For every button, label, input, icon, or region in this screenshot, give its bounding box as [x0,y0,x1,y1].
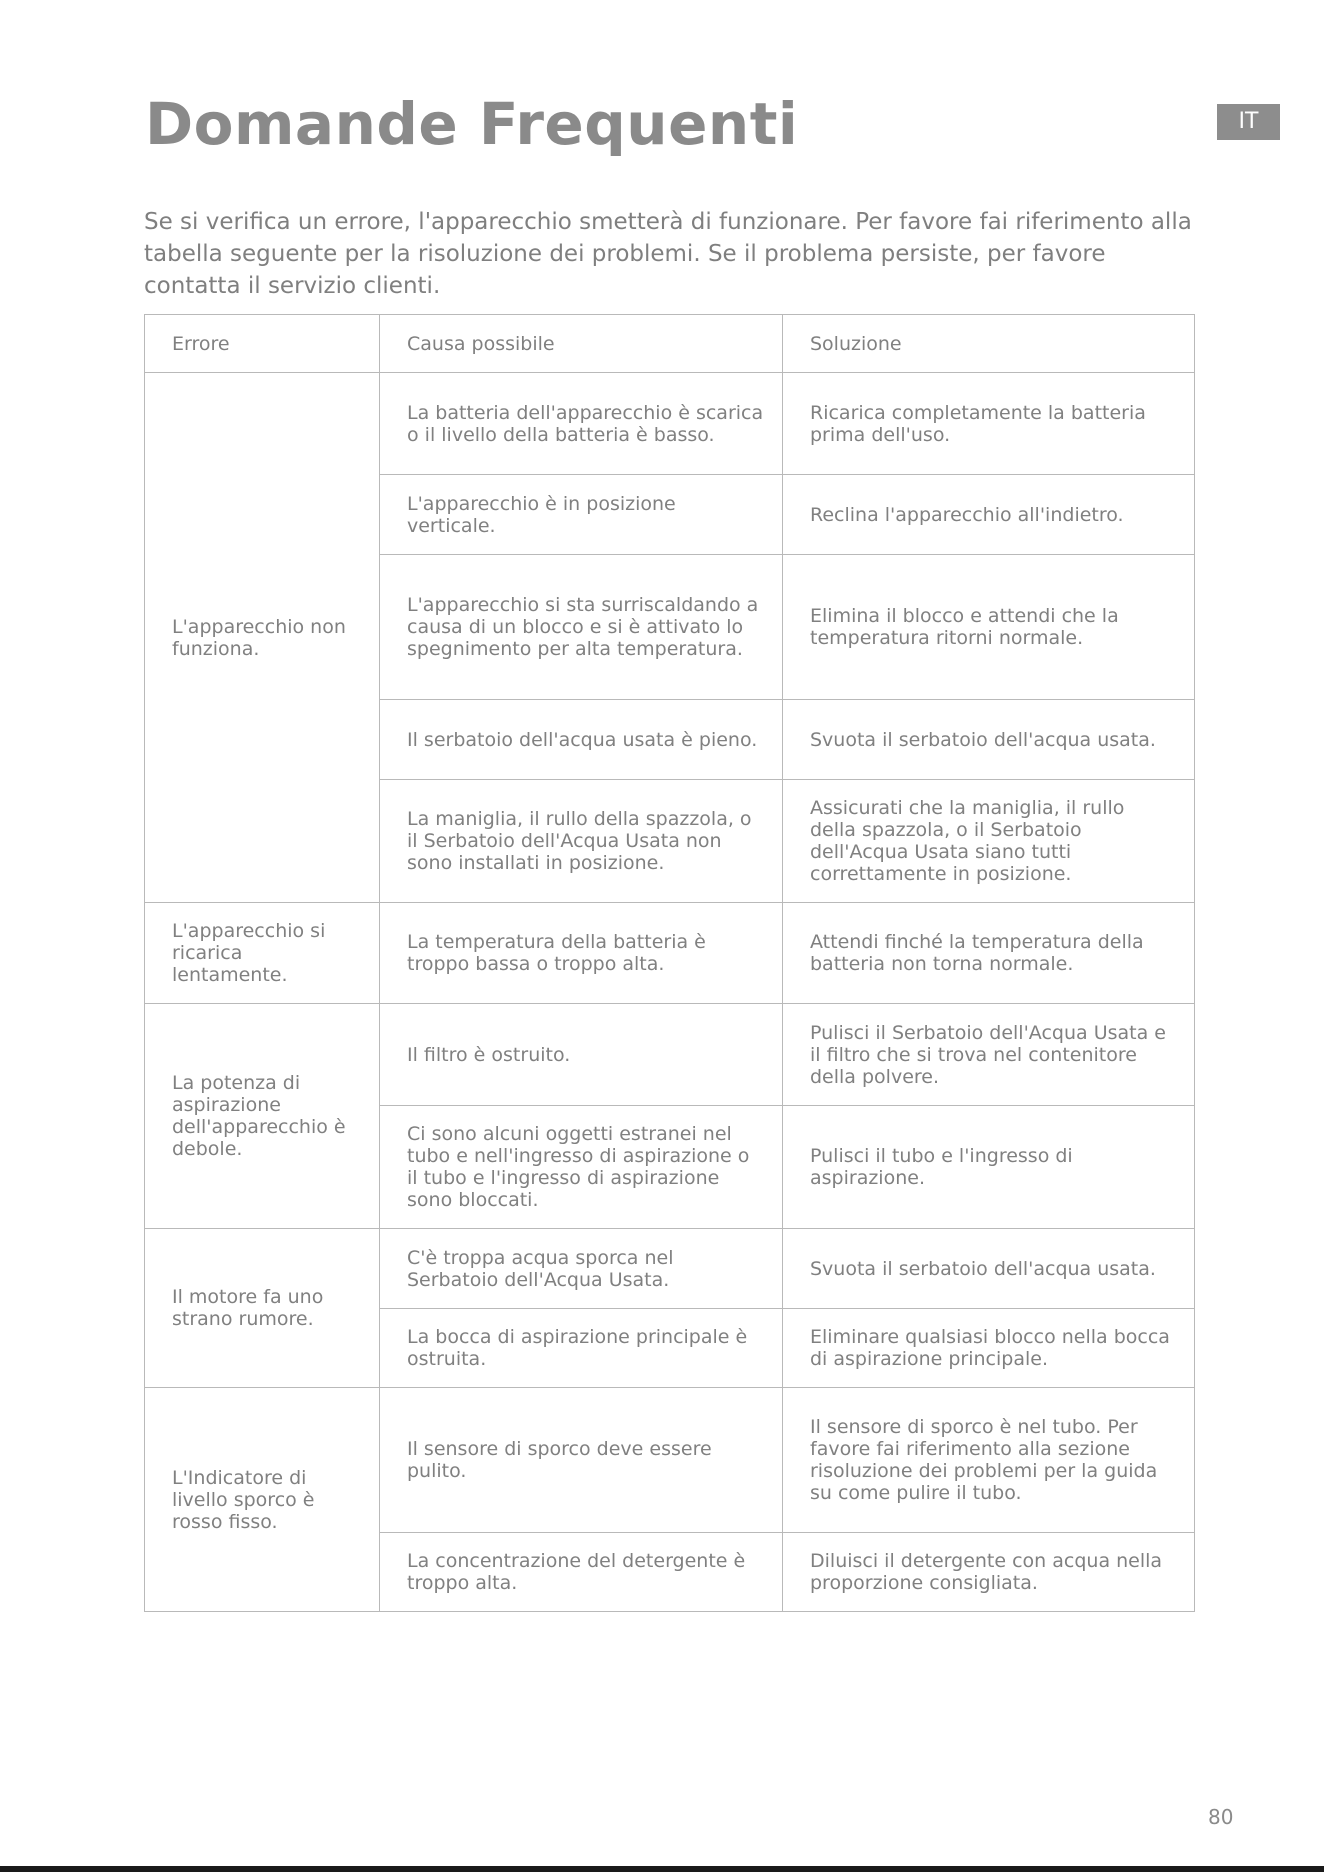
cause-cell: La maniglia, il rullo della spazzola, o il Serbatoio dell'Acqua Usata non sono installati in posizione. [380,780,783,903]
error-cell: L'apparecchio si ricarica lentamente. [145,903,380,1004]
solution-cell: Attendi finché la temperatura della batteria non torna normale. [783,903,1195,1004]
cause-cell: Ci sono alcuni oggetti estranei nel tubo e nell'ingresso di aspirazione o il tubo e l'ingresso di aspirazione sono bloccati. [380,1106,783,1229]
table-row [145,1388,1195,1533]
solution-cell: Svuota il serbatoio dell'acqua usata. [783,700,1195,780]
footer-bar [0,1866,1324,1872]
cause-cell: Il filtro è ostruito. [380,1004,783,1106]
intro-paragraph: Se si verifica un errore, l'apparecchio smetterà di funzionare. Per favore fai riferimento alla tabella seguente per la risoluzione dei problemi. Se il problema persiste, per favore contatta il servizio clienti. [144,209,1192,299]
table-row [145,1229,1195,1309]
header-error: Errore [145,315,380,373]
cause-cell: Il sensore di sporco deve essere pulito. [380,1388,783,1533]
cause-cell: La bocca di aspirazione principale è ostruita. [380,1309,783,1388]
error-cell: L'Indicatore di livello sporco è rosso fisso. [145,1388,380,1612]
error-cell: L'apparecchio non funziona. [145,373,380,903]
cause-cell: C'è troppa acqua sporca nel Serbatoio dell'Acqua Usata. [380,1229,783,1309]
solution-cell: Ricarica completamente la batteria prima dell'uso. [783,373,1195,475]
header-solution: Soluzione [783,315,1195,373]
cause-cell: Il serbatoio dell'acqua usata è pieno. [380,700,783,780]
table-row [145,903,1195,1004]
error-cell: Il motore fa uno strano rumore. [145,1229,380,1388]
solution-cell: Diluisci il detergente con acqua nella proporzione consigliata. [783,1533,1195,1612]
error-cell: La potenza di aspirazione dell'apparecchio è debole. [145,1004,380,1229]
cause-cell: L'apparecchio è in posizione verticale. [380,475,783,555]
solution-cell: Reclina l'apparecchio all'indietro. [783,475,1195,555]
page-number: 80 [1208,1805,1234,1829]
cause-cell: L'apparecchio si sta surriscaldando a causa di un blocco e si è attivato lo spegnimento per alta temperatura. [380,555,783,700]
cause-cell: La temperatura della batteria è troppo bassa o troppo alta. [380,903,783,1004]
solution-cell: Il sensore di sporco è nel tubo. Per favore fai riferimento alla sezione risoluzione dei problemi per la guida su come pulire il tubo. [783,1388,1195,1533]
solution-cell: Pulisci il tubo e l'ingresso di aspirazione. [783,1106,1195,1229]
solution-cell: Assicurati che la maniglia, il rullo della spazzola, o il Serbatoio dell'Acqua Usata siano tutti correttamente in posizione. [783,780,1195,903]
header-cause: Causa possibile [380,315,783,373]
solution-cell: Svuota il serbatoio dell'acqua usata. [783,1229,1195,1309]
troubleshooting-table [144,314,1195,1612]
cause-cell: La batteria dell'apparecchio è scarica o il livello della batteria è basso. [380,373,783,475]
solution-cell: Elimina il blocco e attendi che la temperatura ritorni normale. [783,555,1195,700]
page-title: Domande Frequenti [145,90,799,158]
table-header-row [145,315,1195,373]
table-row [145,373,1195,475]
solution-cell: Pulisci il Serbatoio dell'Acqua Usata e il filtro che si trova nel contenitore della polvere. [783,1004,1195,1106]
table-row [145,1004,1195,1106]
cause-cell: La concentrazione del detergente è troppo alta. [380,1533,783,1612]
language-badge: IT [1217,104,1280,140]
solution-cell: Eliminare qualsiasi blocco nella bocca di aspirazione principale. [783,1309,1195,1388]
